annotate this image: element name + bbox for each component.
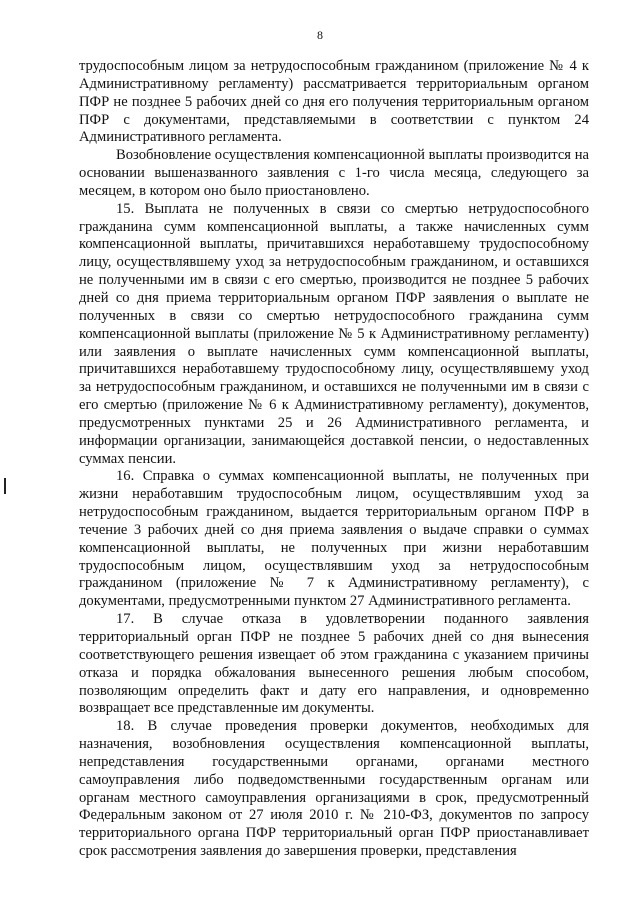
paragraph-clause-18: 18. В случае проведения проверки документов, необходимых для назначения, возобновления осуществления компенсационной выплаты, непредставления государственными органами, органами местного самоуправления либо подведомственными государственным органам или органам местного самоуправления организациями в срок, предусмотренный Федеральным законом от 27 июля 2010 г. № 210-ФЗ, документов по запросу территориального органа ПФР территориальный орган ПФР приостанавливает срок рассмотрения заявления до завершения проверки, представления (79, 718, 589, 860)
paragraph-continuation: трудоспособным лицом за нетрудоспособным гражданином (приложение № 4 к Административному регламенту) рассматривается территориальным органом ПФР не позднее 5 рабочих дней со дня его получения территориальным органом ПФР с документами, представляемыми в соответствии с пунктом 24 Административного регламента. (79, 58, 589, 146)
paragraph-clause-17: 17. В случае отказа в удовлетворении поданного заявления территориальный орган ПФР не позднее 5 рабочих дней со дня вынесения соответствующего решения извещает об этом гражданина с указанием причины отказа и порядка обжалования вынесенного решения любым способом, позволяющим определить факт и дату его направления, и одновременно возвращает все представленные им документы. (79, 611, 589, 717)
page-number: 8 (317, 28, 323, 42)
paragraph-clause-16: 16. Справка о суммах компенсационной выплаты, не полученных при жизни неработавшим трудоспособным лицом, осуществлявшим уход за нетрудоспособным гражданином, выдается территориальным органом ПФР в течение 3 рабочих дней со дня приема заявления о выдаче справки о суммах компенсационной выплаты, не полученных при жизни неработавшим трудоспособным лицом, осуществлявшим уход за нетрудоспособным гражданином (приложение № 7 к Административному регламенту), с документами, предусмотренными пунктом 27 Административного регламента. (79, 468, 589, 610)
scan-margin-mark (4, 478, 6, 494)
paragraph-resumption: Возобновление осуществления компенсационной выплаты производится на основании вышеназванного заявления с 1-го числа месяца, следующего за месяцем, в котором оно было приостановлено. (79, 147, 589, 199)
paragraph-clause-15: 15. Выплата не полученных в связи со смертью нетрудоспособного гражданина сумм компенсационной выплаты, а также начисленных сумм компенсационной выплаты, причитавшихся неработавшему трудоспособному лицу, осуществлявшему уход за нетрудоспособным гражданином, и оставшихся не полученными им в связи с его смертью, производится не позднее 5 рабочих дней со дня приема территориальным органом ПФР заявления о выплате не полученных в связи со смертью нетрудоспособного гражданина сумм компенсационной выплаты (приложение № 5 к Административному регламенту) или заявления о выплате начисленных сумм компенсационной выплаты, причитавшихся неработавшему трудоспособному лицу, осуществлявшему уход за нетрудоспособным гражданином, и оставшихся не полученными им в связи с его смертью (приложение № 6 к Административному регламенту), документов, предусмотренных пунктами 25 и 26 Административного регламента, и информации организации, занимающейся доставкой пенсии, о недоставленных суммах пенсии. (79, 200, 589, 467)
document-body (79, 58, 589, 861)
